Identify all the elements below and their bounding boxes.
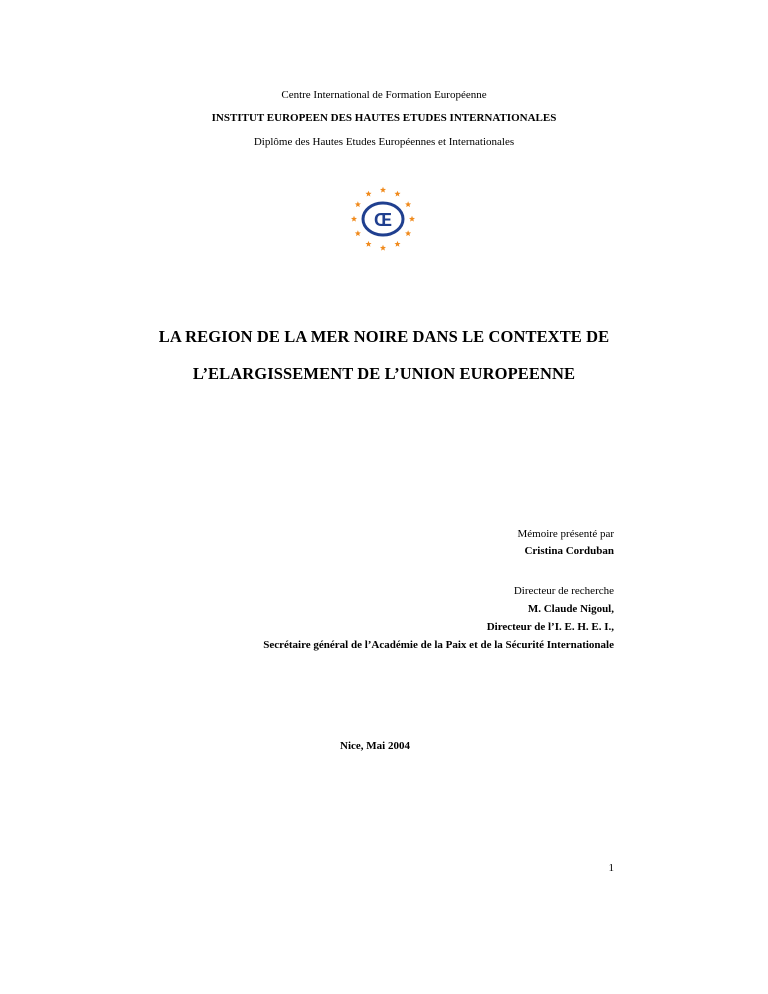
star-icon: [365, 241, 371, 247]
institut-name: INSTITUT EUROPEEN DES HAUTES ETUDES INTERNATIONALES: [211, 112, 557, 124]
star-icon: [409, 216, 415, 222]
iehei-logo-icon: [350, 186, 416, 252]
star-icon: [380, 245, 386, 251]
centre-name: Centre International de Formation Européenne: [281, 89, 487, 101]
star-icon: [365, 191, 371, 197]
svg-text:Œ: Œ: [374, 210, 392, 230]
star-icon: [355, 201, 361, 207]
star-icon: [405, 230, 411, 236]
director-name: M. Claude Nigoul,: [527, 603, 614, 615]
title-line-2: L’ELARGISSEMENT DE L’UNION EUROPEENNE: [192, 364, 576, 383]
place-date: Nice, Mai 2004: [340, 740, 410, 752]
diploma-name: Diplôme des Hautes Etudes Européennes et Internationales: [253, 136, 515, 148]
director-role-2: Secrétaire général de l’Académie de la Paix et de la Sécurité Internationale: [263, 639, 614, 651]
director-role-1: Directeur de l’I. E. H. E. I.,: [486, 621, 614, 633]
star-icon: [394, 191, 400, 197]
page-number: 1: [608, 862, 614, 874]
star-icon: [394, 241, 400, 247]
author-name: Cristina Corduban: [524, 545, 614, 557]
title-line-1: LA REGION DE LA MER NOIRE DANS LE CONTEXTE DE: [158, 327, 610, 346]
author-label: Mémoire présenté par: [517, 528, 614, 540]
star-icon: [355, 230, 361, 236]
star-icon: [405, 201, 411, 207]
director-label: Directeur de recherche: [513, 585, 614, 597]
star-icon: [351, 216, 357, 222]
star-icon: [380, 187, 386, 193]
